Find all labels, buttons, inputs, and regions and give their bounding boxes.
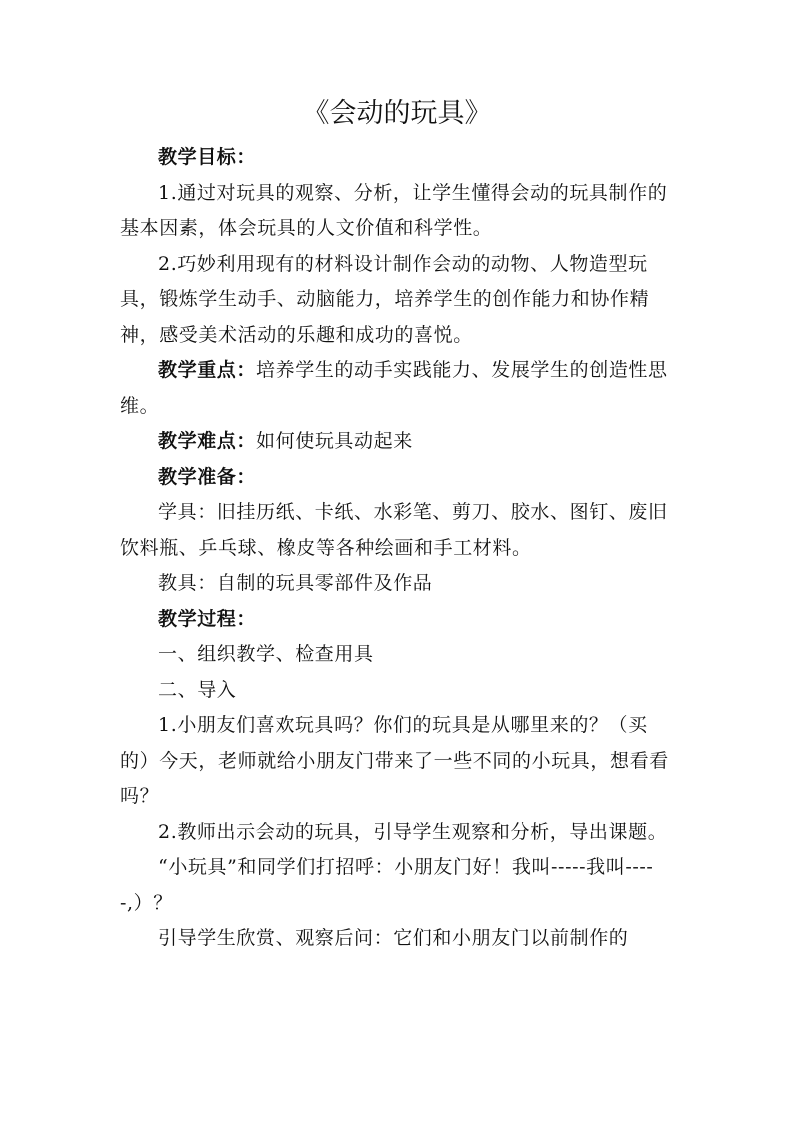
prep-heading: 教学准备： bbox=[158, 465, 257, 488]
difficulty-label: 教学难点： bbox=[158, 430, 257, 452]
difficulty-text: 如何使玩具动起来 bbox=[256, 430, 413, 452]
key-point-text: 培养学生的动手实践能力、发展学生的创造性思维。 bbox=[120, 359, 668, 417]
goals-heading: 教学目标： bbox=[158, 146, 257, 168]
difficulty-paragraph bbox=[120, 424, 674, 460]
intro-2: 2.教师出示会动的玩具，引导学生观察和分析，导出课题。 bbox=[158, 820, 668, 843]
guide-question: 引导学生欣赏、观察后问：它们和小朋友门以前制作的 bbox=[158, 927, 629, 949]
document-title: 《会动的玩具》 bbox=[302, 98, 492, 129]
key-point-label: 教学重点： bbox=[158, 359, 257, 381]
intro-1: 1.小朋友们喜欢玩具吗？你们的玩具是从哪里来的？（买的）今天，老师就给小朋友门带来了一些不同的小玩具，想看看吗？ bbox=[120, 714, 669, 807]
process-heading: 教学过程： bbox=[158, 607, 257, 630]
key-point-paragraph bbox=[120, 353, 674, 424]
teacher-tools: 教具：自制的玩具零部件及作品 bbox=[158, 572, 433, 594]
step-2: 二、导入 bbox=[158, 678, 237, 701]
student-tools: 学具：旧挂历纸、卡纸、水彩笔、剪刀、胶水、图钉、废旧饮料瓶、乒乓球、橡皮等各种绘画和手工材料。 bbox=[120, 501, 668, 559]
step-1: 一、组织教学、检查用具 bbox=[158, 643, 374, 665]
dialogue: “小玩具”和同学们打招呼：小朋友门好！我叫-----我叫-----,）？ bbox=[120, 856, 654, 914]
goal-1: 1.通过对玩具的观察、分析，让学生懂得会动的玩具制作的基本因素，体会玩具的人文价值和科学性。 bbox=[120, 181, 668, 239]
goal-2: 2.巧妙利用现有的材料设计制作会动的动物、人物造型玩具，锻炼学生动手、动脑能力，培养学生的创作能力和协作精神，感受美术活动的乐趣和成功的喜悦。 bbox=[120, 252, 650, 346]
